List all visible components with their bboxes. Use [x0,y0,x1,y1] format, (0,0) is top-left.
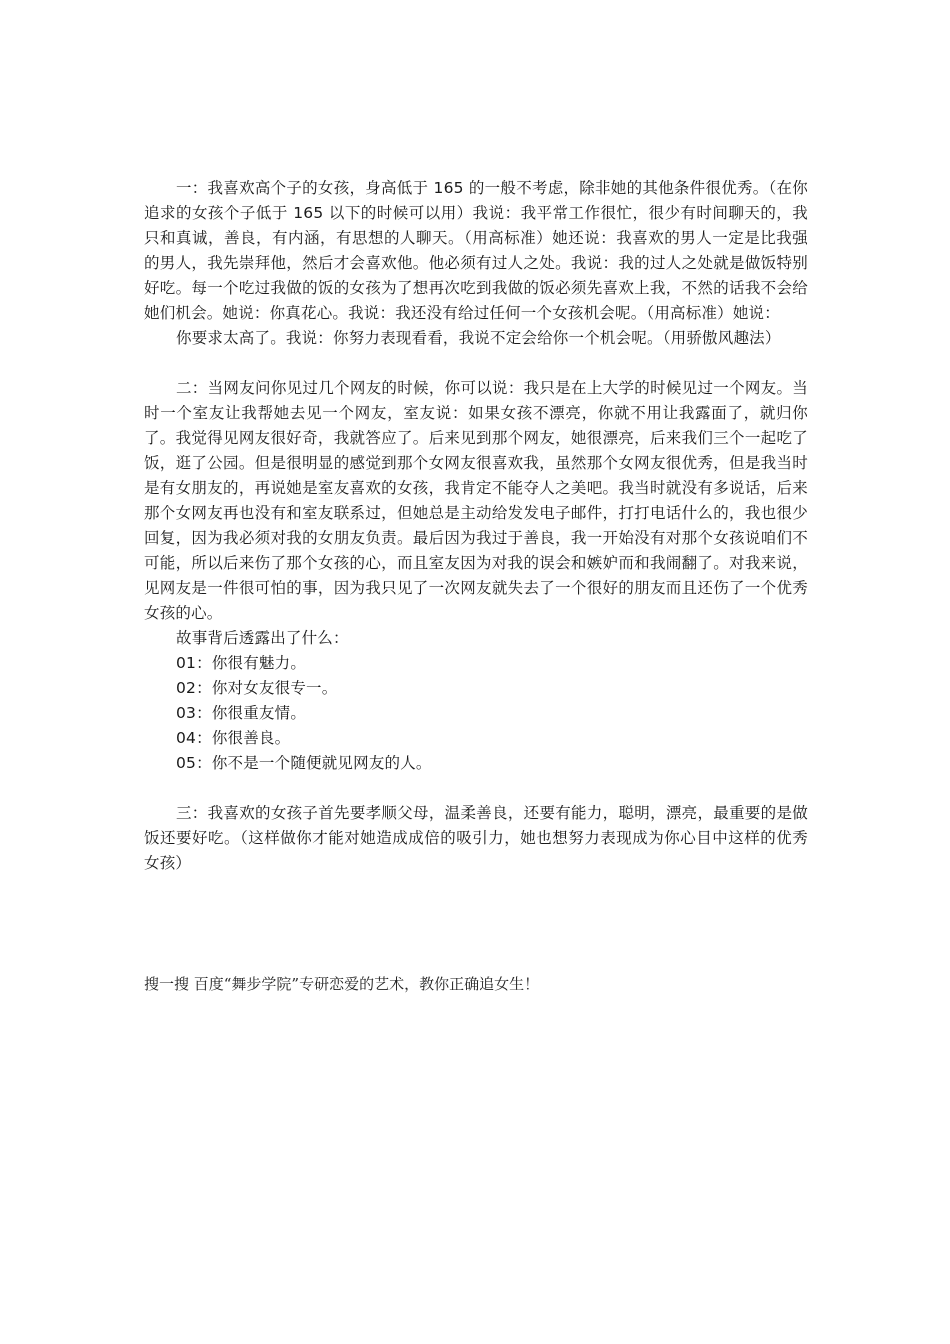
section-divider [144,776,808,801]
section-1-line: 你要求太高了。我说：你努力表现看看，我说不定会给你一个机会呢。（用骄傲风趣法） [176,329,781,347]
list-item: 05：你不是一个随便就见网友的人。 [176,754,432,772]
section-divider [144,351,808,376]
list-item: 02：你对女友很专一。 [176,679,338,697]
section-1-paragraph: 一：我喜欢高个子的女孩，身高低于 165 的一般不考虑，除非她的其他条件很优秀。（在你追求的女孩个子低于 165 以下的时候可以用）我说：我平常工作很忙，很少有时间聊天的，我只和真诚，善良，有内涵，有思想的人聊天。（用高标准）她还说：我喜欢的男人一定是比我强的男人，我先崇拜他，然后才会喜欢他。他必须有过人之处。我说：我的过人之处就是做饭特别好吃。每一个吃过我做的饭的女孩为了想再次吃到我做的饭必须先喜欢上我，不然的话我不会给她们机会。她说：你真花心。我说：我还没有给过任何一个女孩机会呢。（用高标准）她说： [144,179,808,322]
document-body [144,176,808,876]
section-2-question: 故事背后透露出了什么： [176,629,349,647]
list-item: 01：你很有魅力。 [176,654,307,672]
footer-promo-text: 搜一搜 百度“舞步学院”专研恋爱的艺术，教你正确追女生！ [144,975,540,993]
list-item: 04：你很善良。 [176,729,291,747]
list-item: 03：你很重友情。 [176,704,307,722]
section-3-paragraph: 三：我喜欢的女孩子首先要孝顺父母，温柔善良，还要有能力，聪明，漂亮，最重要的是做饭还要好吃。（这样做你才能对她造成成倍的吸引力，她也想努力表现成为你心目中这样的优秀女孩） [144,804,808,872]
section-2-paragraph: 二：当网友问你见过几个网友的时候，你可以说：我只是在上大学的时候见过一个网友。当时一个室友让我帮她去见一个网友，室友说：如果女孩不漂亮，你就不用让我露面了，就归你了。我觉得见网友很好奇，我就答应了。后来见到那个网友，她很漂亮，后来我们三个一起吃了饭，逛了公园。但是很明显的感觉到那个女网友很喜欢我，虽然那个女网友很优秀，但是我当时是有女朋友的，再说她是室友喜欢的女孩，我肯定不能夺人之美吧。我当时就没有多说话，后来那个女网友再也没有和室友联系过，但她总是主动给发发电子邮件，打打电话什么的，我也很少回复，因为我必须对我的女朋友负责。最后因为我过于善良，我一开始没有对那个女孩说咱们不可能，所以后来伤了那个女孩的心，而且室友因为对我的误会和嫉妒而和我闹翻了。对我来说，见网友是一件很可怕的事，因为我只见了一次网友就失去了一个很好的朋友而且还伤了一个优秀女孩的心。 [144,379,808,622]
